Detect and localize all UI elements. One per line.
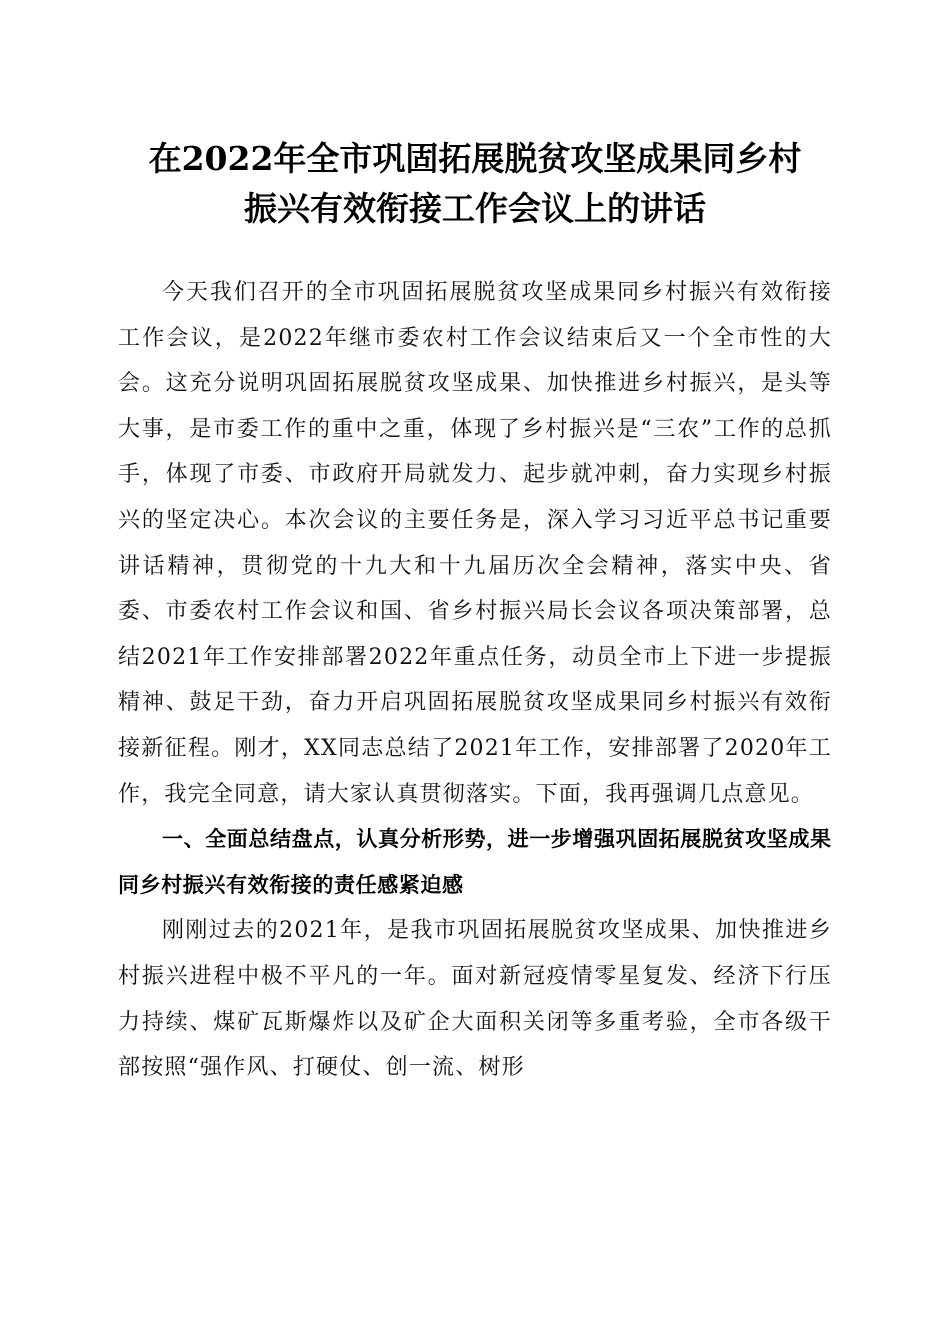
document-title: [118, 134, 832, 234]
title-line-2: 振兴有效衔接工作会议上的讲话: [244, 189, 706, 228]
title-line-1: 在2022年全市巩固拓展脱贫攻坚成果同乡村: [148, 139, 802, 178]
document-body: [118, 270, 832, 1091]
section-1-paragraph: 刚刚过去的2021年，是我市巩固拓展脱贫攻坚成果、加快推进乡村振兴进程中极不平凡的一年。面对新冠疫情零星复发、经济下行压力持续、煤矿瓦斯爆炸以及矿企大面积关闭等多重考验，全市各级干部按照“强作风、打硬仗、创一流、树形: [118, 918, 832, 1081]
section-heading-1: 一、全面总结盘点，认真分析形势，进一步增强巩固拓展脱贫攻坚成果同乡村振兴有效衔接的责任感紧迫感: [118, 827, 832, 897]
opening-paragraph: 今天我们召开的全市巩固拓展脱贫攻坚成果同乡村振兴有效衔接工作会议，是2022年继市委农村工作会议结束后又一个全市性的大会。这充分说明巩固拓展脱贫攻坚成果、加快推进乡村振兴，是头等大事，是市委工作的重中之重，体现了乡村振兴是“三农”工作的总抓手，体现了市委、市政府开局就发力、起步就冲刺，奋力实现乡村振兴的坚定决心。本次会议的主要任务是，深入学习习近平总书记重要讲话精神，贯彻党的十九大和十九届历次全会精神，落实中央、省委、市委农村工作会议和国、省乡村振兴局长会议各项决策部署，总结2021年工作安排部署2022年重点任务，动员全市上下进一步提振精神、鼓足干劲，奋力开启巩固拓展脱贫攻坚成果同乡村振兴有效衔接新征程。刚才，XX同志总结了2021年工作，安排部署了2020年工作，我完全同意，请大家认真贯彻落实。下面，我再强调几点意见。: [118, 280, 832, 807]
